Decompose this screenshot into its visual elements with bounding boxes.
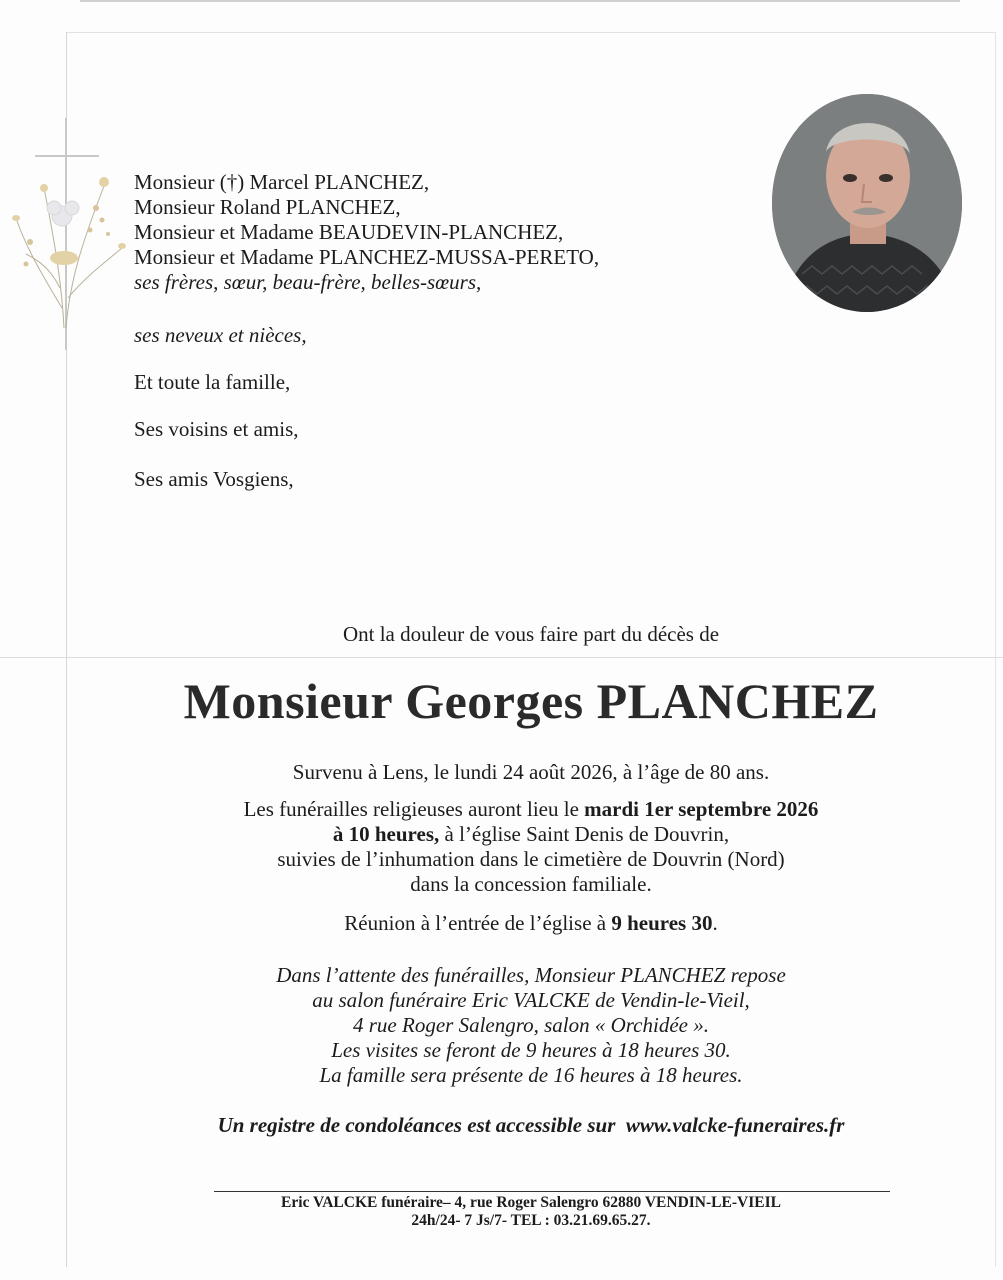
deceased-name: Monsieur Georges PLANCHEZ	[183, 673, 879, 729]
family-line: Monsieur et Madame PLANCHEZ-MUSSA-PERETO,	[134, 245, 600, 269]
death-line: Survenu à Lens, le lundi 24 août 2026, à l’âge de 80 ans.	[292, 760, 770, 784]
family-vosges-friends: Ses amis Vosgiens,	[134, 467, 294, 491]
funeral-time: à 10 heures,	[332, 822, 440, 846]
footer-contact: 24h/24- 7 Js/7- TEL : 03.21.69.65.27.	[411, 1212, 651, 1229]
family-nephews: ses neveux et nièces,	[134, 323, 307, 347]
meeting-period: .	[712, 911, 718, 935]
family-line: Monsieur Roland PLANCHEZ,	[134, 195, 401, 219]
meeting-line	[66, 911, 996, 936]
funeral-concession: dans la concession familiale.	[410, 872, 652, 896]
page-border-top	[66, 32, 996, 33]
fold-line	[0, 657, 1003, 658]
family-relation: ses frères, sœur, beau-frère, belles-sœurs,	[134, 270, 482, 294]
family-all: Et toute la famille,	[134, 370, 291, 394]
footer-address: Eric VALCKE funéraire– 4, rue Roger Salengro 62880 VENDIN-LE-VIEIL	[281, 1194, 781, 1211]
announcement: Ont la douleur de vous faire part du décès de	[342, 622, 720, 646]
condolence-registry: Un registre de condoléances est accessible sur www.valcke-funeraires.fr	[217, 1113, 845, 1137]
funeral-date: mardi 1er septembre 2026	[584, 797, 819, 821]
footer-rule	[214, 1191, 890, 1192]
funeral-burial: suivies de l’inhumation dans le cimetière de Douvrin (Nord)	[277, 847, 785, 871]
family-line: Monsieur (†) Marcel PLANCHEZ,	[134, 170, 430, 194]
family-list	[134, 170, 774, 295]
flowers-illustration	[4, 168, 128, 328]
family-neighbors: Ses voisins et amis,	[134, 417, 299, 441]
repose-line: La famille sera présente de 16 heures à 18 heures.	[319, 1063, 743, 1087]
repose-details	[66, 963, 996, 1088]
scan-edge-top	[80, 0, 960, 2]
repose-line: 4 rue Roger Salengro, salon « Orchidée ».	[353, 1013, 709, 1037]
deceased-portrait-photo	[772, 94, 962, 312]
repose-line: Les visites se feront de 9 heures à 18 heures 30.	[331, 1038, 731, 1062]
meeting-time: 9 heures 30	[611, 911, 713, 935]
family-line: Monsieur et Madame BEAUDEVIN-PLANCHEZ,	[134, 220, 564, 244]
funeral-details	[66, 797, 996, 897]
funeral-text: Les funérailles religieuses auront lieu le	[243, 797, 585, 821]
funeral-church: à l’église Saint Denis de Douvrin,	[439, 822, 730, 846]
repose-line: au salon funéraire Eric VALCKE de Vendin-le-Vieil,	[312, 988, 750, 1012]
repose-line: Dans l’attente des funérailles, Monsieur PLANCHEZ repose	[276, 963, 786, 987]
meeting-text: Réunion à l’entrée de l’église à	[344, 911, 612, 935]
